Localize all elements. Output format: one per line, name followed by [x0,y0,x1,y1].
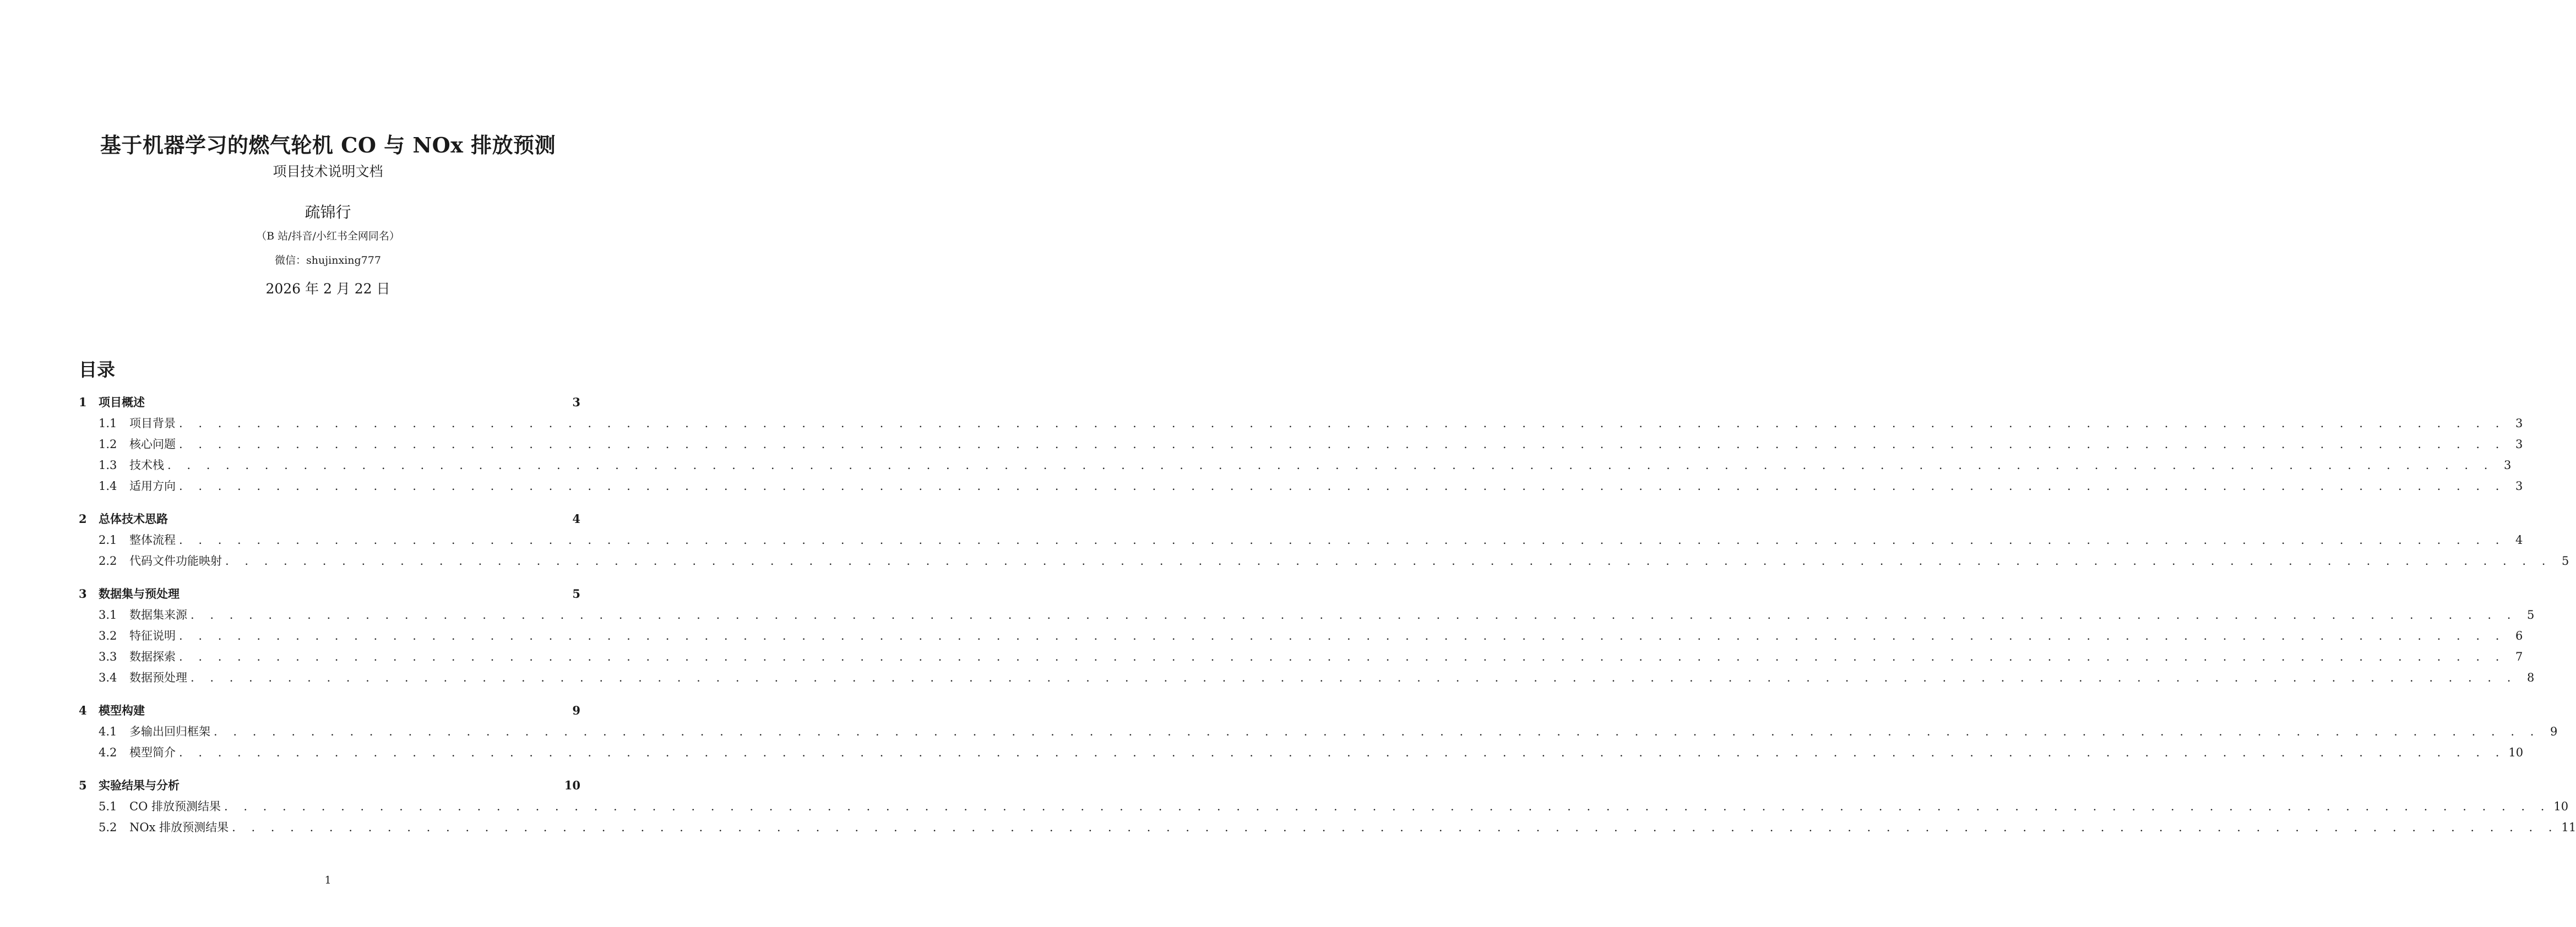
toc-subsection-title: 技术栈 [129,459,164,472]
toc-page-number: 4 [2515,533,2523,547]
author-name: 疏锦行 [305,203,351,221]
toc-subsection-number: 1.4 [99,479,117,493]
toc-leader-dots: . . . . . . . . . . . . . . . . . . . . . . . . . . . . . . . . . . . . . . . . . . . . . . . . . . . . . . . . . . . . . . . . . . . . . . . . . . . . . . . . . . . . . . . . . . . . . . . . . . . . . . . . . . . . . . . . . . . . . . . . [167,459,2494,472]
toc-subsection-number: 1.1 [99,417,117,430]
toc-subsection-number: 1.3 [99,459,117,472]
author-affiliation: （B 站/抖音/小红书全网同名） [256,230,400,242]
document-title: 基于机器学习的燃气轮机 CO 与 NOx 排放预测 [100,133,556,157]
document-date: 2026 年 2 月 22 日 [265,281,390,297]
toc-page-number: 3 [2515,417,2523,430]
toc-subsection-number: 2.2 [99,554,117,568]
toc-section-number: 1 [79,395,87,409]
toc-section [79,392,2523,497]
toc-page-number: 3 [2515,438,2523,451]
toc-page-number: 10 [2508,746,2524,759]
toc-section-number: 5 [79,778,87,792]
toc-leader-dots: . . . . . . . . . . . . . . . . . . . . . . . . . . . . . . . . . . . . . . . . . . . . . . . . . . . . . . . . . . . . . . . . . . . . . . . . . . . . . . . . . . . . . . . . . . . . . . . . . . . . . . . . . . . . . . . . . . . . . . . . [191,608,2517,621]
toc-leader-dots: . . . . . . . . . . . . . . . . . . . . . . . . . . . . . . . . . . . . . . . . . . . . . . . . . . . . . . . . . . . . . . . . . . . . . . . . . . . . . . . . . . . . . . . . . . . . . . . . . . . . . . . . . . . . . . . . . . . . . . . . [179,629,2506,642]
toc-entry-subsection[interactable] [79,721,2558,742]
toc-page-number: 7 [2515,650,2523,663]
toc-entry-subsection[interactable] [79,796,2569,817]
toc-subsection-number: 4.2 [99,746,117,759]
table-of-contents [79,358,2576,850]
toc-subsection-number: 5.2 [99,821,117,834]
page-number: 1 [324,874,331,886]
toc-subsection-title: 适用方向 [129,479,176,493]
toc-entry-subsection[interactable] [79,646,2523,667]
toc-section [79,775,2576,838]
toc-subsection-title: 特征说明 [129,629,176,642]
toc-subsection-number: 5.1 [99,800,117,813]
toc-section-number: 3 [79,587,87,601]
toc-page-number: 11 [2561,821,2576,834]
toc-leader-dots: . . . . . . . . . . . . . . . . . . . . . . . . . . . . . . . . . . . . . . . . . . . . . . . . . . . . . . . . . . . . . . . . . . . . . . . . . . . . . . . . . . . . . . . . . . . . . . . . . . . . . . . . . . . . . . . . . . . . . . . . [179,650,2506,663]
toc-subsection-title: 整体流程 [129,533,176,547]
toc-section [79,509,2569,571]
toc-leader-dots: . . . . . . . . . . . . . . . . . . . . . . . . . . . . . . . . . . . . . . . . . . . . . . . . . . . . . . . . . . . . . . . . . . . . . . . . . . . . . . . . . . . . . . . . . . . . . . . . . . . . . . . . . . . . . . . . . . . . . . . . [214,725,2540,738]
toc-page-number: 5 [572,587,580,601]
toc-section-title: 总体技术思路 [99,512,168,526]
toc-page-number: 3 [2504,459,2512,472]
toc-section-title: 实验结果与分析 [99,778,180,792]
toc-page-number: 5 [2562,554,2569,568]
toc-entry-subsection[interactable] [79,530,2523,550]
toc-entry-subsection[interactable] [79,455,2512,476]
toc-entry-section[interactable] [79,584,580,604]
toc-leader-dots: . . . . . . . . . . . . . . . . . . . . . . . . . . . . . . . . . . . . . . . . . . . . . . . . . . . . . . . . . . . . . . . . . . . . . . . . . . . . . . . . . . . . . . . . . . . . . . . . . . . . . . . . . . . . . . . . . . . . . . . . [191,671,2517,684]
toc-leader-dots: . . . . . . . . . . . . . . . . . . . . . . . . . . . . . . . . . . . . . . . . . . . . . . . . . . . . . . . . . . . . . . . . . . . . . . . . . . . . . . . . . . . . . . . . . . . . . . . . . . . . . . . . . . . . . . . . . . . . . . . . [224,800,2551,813]
toc-page-number: 4 [572,512,580,526]
toc-subsection-number: 3.1 [99,608,117,621]
toc-subsection-number: 2.1 [99,533,117,547]
toc-entry-section[interactable] [79,509,580,530]
toc-subsection-title: 数据集来源 [129,608,187,621]
toc-entry-subsection[interactable] [79,817,2576,838]
toc-section-title: 项目概述 [99,395,145,409]
toc-page-number: 3 [572,395,580,409]
document-subtitle: 项目技术说明文档 [273,163,383,179]
toc-entry-subsection[interactable] [79,742,2524,763]
toc-subsection-title: NOx 排放预测结果 [129,821,229,834]
toc-section-title: 模型构建 [99,704,145,717]
toc-page-number: 8 [2527,671,2535,684]
toc-leader-dots: . . . . . . . . . . . . . . . . . . . . . . . . . . . . . . . . . . . . . . . . . . . . . . . . . . . . . . . . . . . . . . . . . . . . . . . . . . . . . . . . . . . . . . . . . . . . . . . . . . . . . . . . . . . . . . . . . . . . . . . . [225,554,2552,568]
toc-section-number: 2 [79,512,87,526]
toc-body [79,392,2576,838]
toc-entry-subsection[interactable] [79,667,2535,688]
toc-leader-dots: . . . . . . . . . . . . . . . . . . . . . . . . . . . . . . . . . . . . . . . . . . . . . . . . . . . . . . . . . . . . . . . . . . . . . . . . . . . . . . . . . . . . . . . . . . . . . . . . . . . . . . . . . . . . . . . . . . . . . . . . [179,533,2506,547]
author-wechat: 微信：shujinxing777 [275,254,381,266]
toc-entry-subsection[interactable] [79,476,2523,497]
title-block [0,131,656,298]
toc-page-number: 9 [2550,725,2558,738]
toc-page-number: 9 [572,704,580,717]
toc-entry-section[interactable] [79,775,580,796]
toc-subsection-number: 3.4 [99,671,117,684]
toc-subsection-title: 核心问题 [129,438,176,451]
toc-subsection-number: 3.3 [99,650,117,663]
toc-section-number: 4 [79,704,87,717]
toc-page-number: 6 [2515,629,2523,642]
toc-leader-dots: . . . . . . . . . . . . . . . . . . . . . . . . . . . . . . . . . . . . . . . . . . . . . . . . . . . . . . . . . . . . . . . . . . . . . . . . . . . . . . . . . . . . . . . . . . . . . . . . . . . . . . . . . . . . . . . . . . . . . . . . [179,746,2506,759]
toc-subsection-title: 项目背景 [129,417,176,430]
toc-subsection-title: 多输出回归框架 [129,725,210,738]
toc-leader-dots: . . . . . . . . . . . . . . . . . . . . . . . . . . . . . . . . . . . . . . . . . . . . . . . . . . . . . . . . . . . . . . . . . . . . . . . . . . . . . . . . . . . . . . . . . . . . . . . . . . . . . . . . . . . . . . . . . . . . . . . . [179,479,2506,493]
toc-entry-subsection[interactable] [79,434,2523,455]
toc-leader-dots: . . . . . . . . . . . . . . . . . . . . . . . . . . . . . . . . . . . . . . . . . . . . . . . . . . . . . . . . . . . . . . . . . . . . . . . . . . . . . . . . . . . . . . . . . . . . . . . . . . . . . . . . . . . . . . . . . . . . . . . . [232,821,2558,834]
toc-subsection-title: 模型简介 [129,746,176,759]
toc-entry-section[interactable] [79,700,580,721]
toc-page-number: 10 [564,778,580,792]
toc-subsection-number: 4.1 [99,725,117,738]
toc-subsection-title: 代码文件功能映射 [129,554,222,568]
toc-heading: 目录 [79,359,115,380]
toc-subsection-title: 数据探索 [129,650,176,663]
toc-entry-subsection[interactable] [79,625,2523,646]
toc-subsection-number: 1.2 [99,438,117,451]
toc-section [79,584,2535,688]
toc-page-number: 10 [2553,800,2569,813]
toc-leader-dots: . . . . . . . . . . . . . . . . . . . . . . . . . . . . . . . . . . . . . . . . . . . . . . . . . . . . . . . . . . . . . . . . . . . . . . . . . . . . . . . . . . . . . . . . . . . . . . . . . . . . . . . . . . . . . . . . . . . . . . . . [179,417,2506,430]
toc-entry-subsection[interactable] [79,413,2523,434]
toc-leader-dots: . . . . . . . . . . . . . . . . . . . . . . . . . . . . . . . . . . . . . . . . . . . . . . . . . . . . . . . . . . . . . . . . . . . . . . . . . . . . . . . . . . . . . . . . . . . . . . . . . . . . . . . . . . . . . . . . . . . . . . . . [179,438,2506,451]
toc-entry-subsection[interactable] [79,550,2569,571]
toc-subsection-number: 3.2 [99,629,117,642]
toc-page-number: 5 [2527,608,2535,621]
toc-page-number: 3 [2515,479,2523,493]
toc-subsection-title: CO 排放预测结果 [129,800,221,813]
toc-section [79,700,2558,763]
toc-entry-section[interactable] [79,392,580,413]
toc-entry-subsection[interactable] [79,604,2535,625]
toc-section-title: 数据集与预处理 [99,587,180,601]
toc-subsection-title: 数据预处理 [129,671,187,684]
